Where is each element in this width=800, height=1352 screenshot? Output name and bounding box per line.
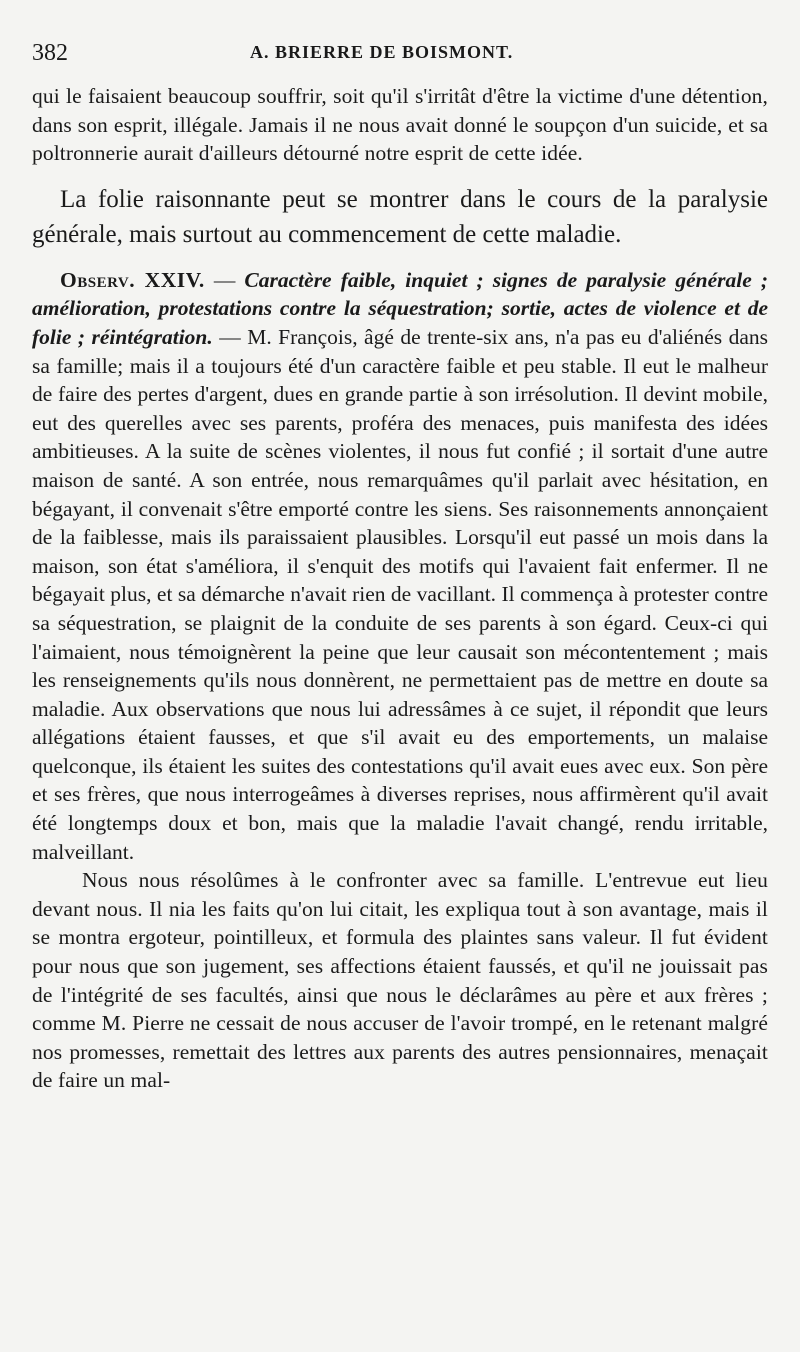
paragraph-confrontation: Nous nous résolûmes à le confronter avec sa famille. L'entrevue eut lieu devant nous. Il nia les faits qu'on lui citait, les expliqua tout à son avantage, mais il se montra ergoteur, pointilleux, et formula des plaintes sans valeur. Il fut évident pour nous que son jugement, ses affections étaient faussés, et qu'il ne jouissait pas de l'intégrité de ses facultés, ainsi que nous le déclarâmes au père et aux frères ; comme M. Pierre ne cessait de nous accuser de l'avoir trompé, en le retenant malgré nos promesses, remettait des lettres aux parents des autres pensionnaires, menaçait de faire un mal- (32, 868, 768, 1093)
running-head: A. BRIERRE DE BOISMONT. (250, 42, 514, 62)
observation-title: Caractère faible, inquiet ; signes de paralysie générale ; amélioration, protestations contre la séquestration; sortie, actes de violence et de folie ; réintégration. (32, 267, 768, 349)
observation-text: — M. François, âgé de trente-six ans, n'a pas eu d'aliénés dans sa famille; mais il a toujours été d'un caractère faible et peu stable. Il eut le malheur de faire des pertes d'argent, dues en grande partie à son irrésolution. Il devint mobile, eut des querelles avec ses parents, proféra des menaces, puis manifesta des idées ambitieuses. A la suite de scènes violentes, il nous fut confié ; il sortait d'une autre maison de santé. A son entrée, nous remarquâmes qu'il parlait avec hésitation, en bégayant, il convenait s'être emporté contre les siens. Ses raisonnements annonçaient de la faiblesse, mais ils paraissaient plausibles. Lorsqu'il eut passé un mois dans la maison, son état s'améliora, il s'enquit des motifs qui l'avaient fait enfermer. Il ne bégayait plus, et sa démarche n'avait rien de vacillant. Il commença à protester contre sa séquestration, se plaignit de la conduite de ses parents à son égard. Ceux-ci qui l'aimaient, nous témoignèrent la peine que leur causait son mécontentement ; mais les renseignements qu'ils nous donnèrent, ne permettaient pas de mettre en doute sa maladie. Aux observations que nous lui adressâmes à ce sujet, il répondit que leurs allégations étaient fausses, et que s'il avait eu des emportements, un malaise quelconque, ils étaient les suites des contestations qu'il avait eues avec eux. Son père et ses frères, que nous interrogeâmes à diverses reprises, nous affirmèrent qu'il avait été longtemps doux et bon, mais que la maladie l'avait changé, rendu irritable, malveillant. (32, 324, 769, 864)
paragraph-large-print: La folie raisonnante peut se montrer dans le cours de la paralysie générale, mais surtout au commencement de cette maladie. (32, 185, 768, 248)
observation-paragraph (32, 266, 768, 866)
observation-dash: — (204, 267, 245, 292)
page-number: 382 (32, 40, 68, 66)
paragraph-continuation: qui le faisaient beaucoup souffrir, soit qu'il s'irritât d'être la victime d'une détention, dans son esprit, illégale. Jamais il ne nous avait donné le soupçon d'un suicide, et sa poltronnerie aurait d'ailleurs détourné notre esprit de cette idée. (32, 84, 768, 166)
page-body (32, 82, 768, 1095)
page-header (32, 40, 760, 70)
observation-label: Observ. XXIV. (60, 267, 205, 292)
